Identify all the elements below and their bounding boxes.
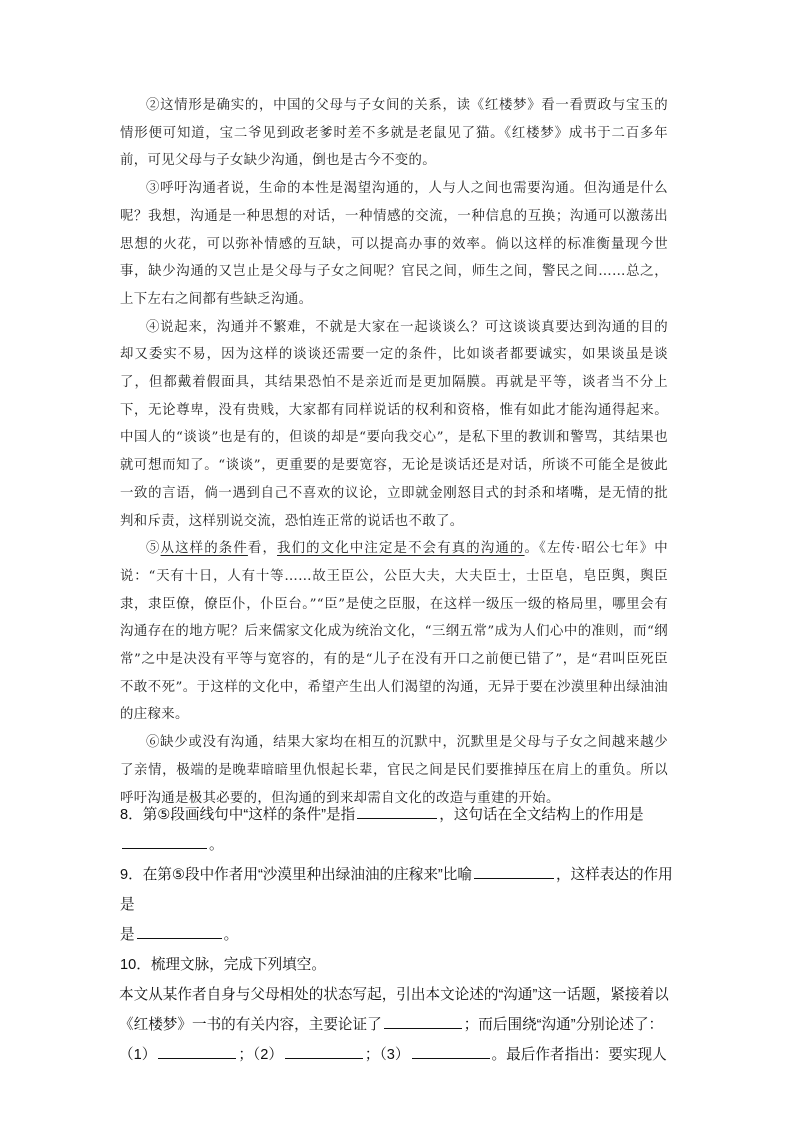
q8-text-c: 。 xyxy=(209,837,224,853)
q9-text-a: 9．在第⑤段中作者用“沙漠里种出绿油油的庄稼来”比喻 xyxy=(120,867,472,883)
q8-text-b: ，这句话在全文结构上的作用是 xyxy=(439,807,644,823)
q9-text-b: ，这样表达的作用是 xyxy=(120,867,673,913)
q10-blank-3[interactable] xyxy=(412,1042,490,1059)
paragraph-2: ②这情形是确实的，中国的父母与子女间的关系，读《红楼梦》看一看贾政与宝玉的情形便可知道，宝二爷见到政老爹时差不多就是老鼠见了猫。《红楼梦》成书于二百多年前，可见父母与子女缺少沟通，倒也是古今不变的。 xyxy=(120,98,668,169)
q9-text-c: 。 xyxy=(223,927,239,943)
paragraph-6: ⑥缺少或没有沟通，结果大家均在相互的沉默中，沉默里是父母与子女之间越来越少了亲情，极端的是晚辈暗暗里仇恨起长辈，官民之间是民们要推掉压在肩上的重负。所以呼吁沟通是极其必要的，但沟通的到来却需自文化的改造与重建的开始。 xyxy=(120,735,668,806)
paragraph-4: ④说起来，沟通并不繁难，不就是大家在一起谈谈么？可这谈谈真要达到沟通的目的却又委实不易，因为这样的谈谈还需要一定的条件，比如谈者都要诚实，如果谈虽是谈了，但都戴着假面具，其结果恐怕不是亲近而是更加隔膜。再就是平等，谈者当不分上下，无论尊卑，没有贵贱，大家都有同样说话的权利和资格，惟有如此才能沟通得起来。中国人的“谈谈”也是有的，但谈的却是“要向我交心”，是私下里的教训和警骂，其结果也就可想而知了。“谈谈”，更重要的是要宽容，无论是谈话还是对话，所谈不可能全是彼此一致的言语，倘一遇到自己不喜欢的议论，立即就金刚怒目式的封杀和堵嘴，是无情的批判和斥责，这样别说交流，恐怕连正常的说话也不敢了。 xyxy=(120,319,668,529)
q10-label-3: ；（3） xyxy=(364,1047,410,1063)
question-9 xyxy=(120,860,680,950)
q10-text-a: 本文从某作者自身与父母相处的状态写起，引出本文论述的“沟通”这一话题，紧接着以《红楼梦》一书的有关内容，主要论证了 xyxy=(119,987,669,1033)
paragraph-5-rest: 。《左传·昭公七年》中说：“天有十日，人有十等……故王臣公，公臣大夫，大夫臣士，士臣皂，皂臣舆，舆臣隶，隶臣僚，僚臣仆，仆臣台。”“臣”是使之臣服，在这样一级压一级的格局里，哪里会有沟通存在的地方呢？后来儒家文化成为统治文化，“三纲五常”成为人们心中的准则，而“纲常”之中是决没有平等与宽容的，有的是“儿子在没有开口之前便已错了”，是“君叫臣死臣不敢不死”。于这样的文化中，希望产生出人们渴望的沟通，无异于要在沙漠里种出绿油油的庄稼来。 xyxy=(120,541,669,723)
question-10-body xyxy=(119,980,680,1070)
paragraph-3: ③呼吁沟通者说，生命的本性是渴望沟通的，人与人之间也需要沟通。但沟通是什么呢？我想，沟通是一种思想的对话，一种情感的交流，一种信息的互换；沟通可以激荡出思想的火花，可以弥补情感的互缺，可以提高办事的效率。倘以这样的标准衡量现今世事，缺少沟通的又岂止是父母与子女之间呢？官民之间，师生之间，警民之间……总之，上下左右之间都有些缺乏沟通。 xyxy=(120,181,668,307)
question-8 xyxy=(120,800,680,860)
q8-blank-1[interactable] xyxy=(357,802,437,819)
q10-blank-1[interactable] xyxy=(158,1042,236,1059)
underlined-phrase-2: 我们的文化中注定是不会有真的沟通的 xyxy=(277,541,525,557)
q8-text-a: 8．第⑤段画线句中“这样的条件”是指 xyxy=(120,807,356,823)
q9-lead: 是 xyxy=(120,927,135,943)
q10-text-b: ；而后围绕“沟通”分别论述了： xyxy=(463,1017,664,1033)
q9-blank-1[interactable] xyxy=(474,862,554,879)
question-10-title: 10．梳理文脉，完成下列填空。 xyxy=(120,957,326,973)
q10-text-d: 。最后作者指出：要实现人 xyxy=(491,1047,667,1063)
question-section xyxy=(120,800,680,1070)
q10-label-2: ；（2） xyxy=(238,1047,283,1063)
q8-blank-2[interactable] xyxy=(122,832,207,849)
underlined-phrase-1: 从这样的条件 xyxy=(160,541,248,557)
q10-label-1: （1） xyxy=(119,1047,157,1063)
q9-blank-2[interactable] xyxy=(137,922,222,939)
q10-blank-main[interactable] xyxy=(384,1012,462,1029)
paragraph-5 xyxy=(120,535,668,729)
q10-blank-2[interactable] xyxy=(285,1042,363,1059)
reading-passage xyxy=(120,92,668,812)
paragraph-5-number: ⑤ xyxy=(146,541,161,557)
paragraph-5-connector: 看， xyxy=(247,541,278,557)
